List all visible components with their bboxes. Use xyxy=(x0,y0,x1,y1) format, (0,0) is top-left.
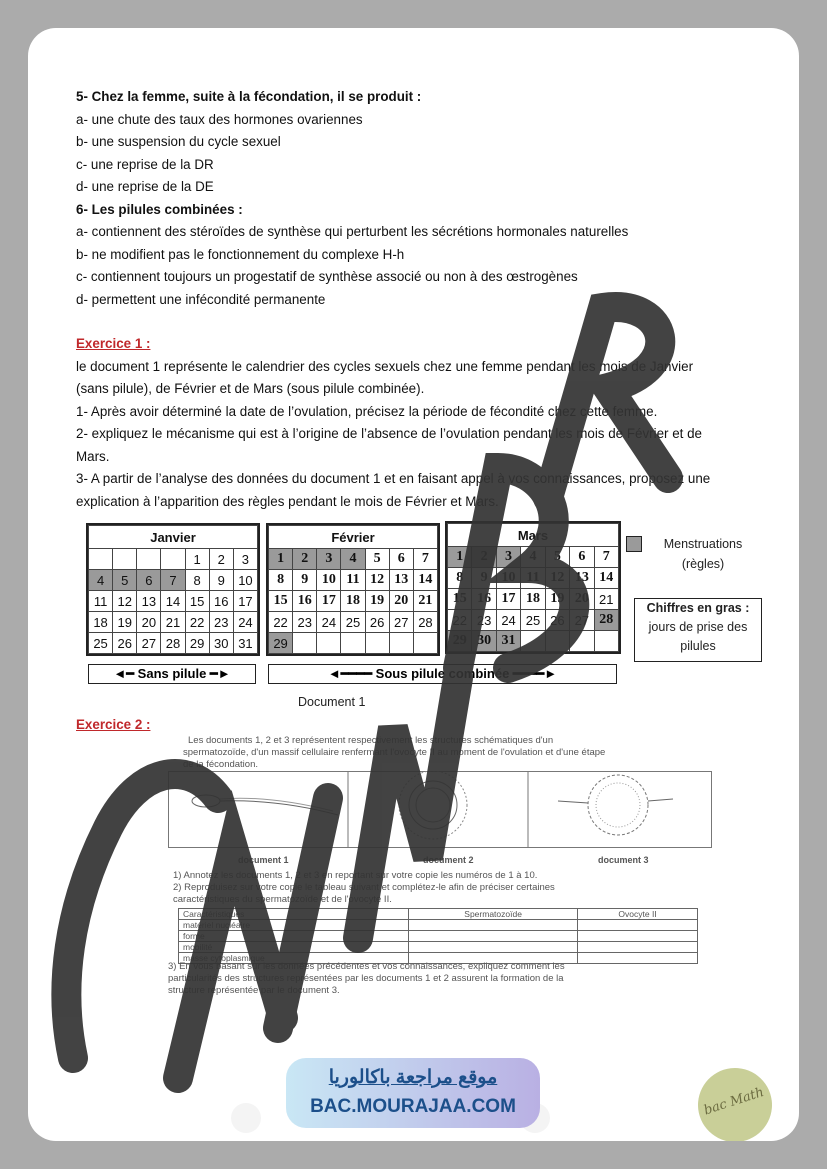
calendar-day: 13 xyxy=(137,591,161,612)
calendar-day: 22 xyxy=(448,610,472,631)
menstruation-legend xyxy=(648,534,758,574)
calendar-day: 22 xyxy=(269,612,293,633)
calendar-day: 19 xyxy=(545,589,569,610)
calendar-day: 14 xyxy=(161,591,185,612)
bold-days-legend-title: Chiffres en gras : xyxy=(646,601,750,615)
calendar-empty-cell xyxy=(594,631,618,652)
band-sans-pilule xyxy=(88,664,256,684)
calendar-day: 12 xyxy=(113,591,137,612)
calendar-day: 31 xyxy=(496,631,520,652)
document-page xyxy=(28,28,799,1141)
calendar-day: 23 xyxy=(209,612,233,633)
document-1-caption: Document 1 xyxy=(298,695,366,709)
calendar-day: 11 xyxy=(341,570,365,591)
calendar-day: 21 xyxy=(161,612,185,633)
question-5-option-b: b- une suspension du cycle sexuel xyxy=(76,134,281,149)
calendar-month-name: Janvier xyxy=(89,526,258,549)
exercice-2-q3-3: structure représentée par le document 3. xyxy=(168,985,340,996)
table-cell xyxy=(409,942,578,953)
bacmath-badge-text: bac Math xyxy=(702,1084,766,1119)
calendar-empty-cell xyxy=(413,633,437,654)
calendar-day: 5 xyxy=(545,547,569,568)
fecundation-diagram xyxy=(558,775,673,835)
calendar-day: 27 xyxy=(137,633,161,654)
bold-days-legend-line1: jours de prise des xyxy=(648,620,748,634)
calendar-day: 29 xyxy=(269,633,293,654)
calendar-week-row xyxy=(448,589,619,610)
exercice-2-q1: 1) Annotez les documents 1, 2 et 3 en reportant sur votre copie les numéros de 1 à 10. xyxy=(173,870,538,881)
calendar-day: 20 xyxy=(570,589,594,610)
exercice-1-q3-2: explication à l’apparition des règles pendant le mois de Février et Mars. xyxy=(76,493,499,509)
doc-label-3: document 3 xyxy=(598,855,649,865)
calendar-day: 18 xyxy=(341,591,365,612)
calendar-day: 11 xyxy=(521,568,545,589)
calendar-day: 1 xyxy=(269,549,293,570)
calendar-week-row xyxy=(269,612,438,633)
calendar-day: 2 xyxy=(472,547,496,568)
exercice-1-title: Exercice 1 : xyxy=(76,336,151,351)
footer-site-link[interactable]: BAC.MOURAJAA.COM xyxy=(310,1096,516,1117)
calendar-day: 18 xyxy=(521,589,545,610)
calendar-day: 12 xyxy=(365,570,389,591)
exercice-2-q3-1: 3) En vous basant sur les données précédentes et vos connaissances, expliquez comment les xyxy=(168,961,565,972)
calendar-day: 7 xyxy=(413,549,437,570)
band-left-arrow: ◄━ xyxy=(113,666,138,681)
footer-logo-left xyxy=(231,1103,261,1133)
calendar-day: 16 xyxy=(472,589,496,610)
calendar-day: 13 xyxy=(570,568,594,589)
calendar-day: 1 xyxy=(448,547,472,568)
question-5-title: 5- Chez la femme, suite à la fécondation, il se produit : xyxy=(76,89,422,104)
calendar-day: 9 xyxy=(472,568,496,589)
table-cell xyxy=(409,920,578,931)
calendar-day: 5 xyxy=(113,570,137,591)
calendar-day: 10 xyxy=(233,570,257,591)
calendar-empty-cell xyxy=(545,631,569,652)
calendar-day: 26 xyxy=(365,612,389,633)
characteristics-table-header xyxy=(179,909,698,920)
calendar-day: 14 xyxy=(413,570,437,591)
exercice-2-scan xyxy=(143,733,703,996)
exercice-2-q3-2: particularités des structures représentées par les documents 1 et 2 assurent la formation de la xyxy=(168,973,564,984)
table-row xyxy=(179,942,698,953)
calendar-month-name: Février xyxy=(269,526,438,549)
calendar-empty-cell xyxy=(113,549,137,570)
exercice-2-title: Exercice 2 : xyxy=(76,717,151,732)
question-6-option-c: c- contiennent toujours un progestatif de synthèse associé ou non à des œstrogènes xyxy=(76,269,578,284)
calendar-day: 6 xyxy=(389,549,413,570)
band-sans-pilule-label: Sans pilule xyxy=(137,666,207,681)
band-left-arrow-right: ━► xyxy=(206,666,231,681)
spermatozoid-diagram xyxy=(192,795,338,815)
calendar-day: 9 xyxy=(209,570,233,591)
calendar-empty-cell xyxy=(137,549,161,570)
question-5 xyxy=(76,86,766,311)
question-5-option-d: d- une reprise de la DE xyxy=(76,179,214,194)
calendar-day: 24 xyxy=(317,612,341,633)
calendar-day: 18 xyxy=(89,612,113,633)
question-6-option-a: a- contiennent des stéroïdes de synthèse qui perturbent les sécrétions hormonales naturelles xyxy=(76,224,629,239)
calendar-day: 8 xyxy=(269,570,293,591)
question-6-title: 6- Les pilules combinées : xyxy=(76,201,243,217)
calendar-day: 28 xyxy=(594,610,618,631)
calendar-mars xyxy=(445,521,621,654)
calendar-empty-cell xyxy=(161,549,185,570)
table-cell xyxy=(578,931,698,942)
calendar-day: 30 xyxy=(209,633,233,654)
calendar-day: 10 xyxy=(496,568,520,589)
table-row-label: mobilité xyxy=(179,942,409,953)
calendar-empty-cell xyxy=(317,633,341,654)
diagram-frame xyxy=(169,772,712,848)
oocyte-mass-diagram xyxy=(399,771,467,839)
exercice-2-q2-1: 2) Reproduisez sur votre copie le tableau suivant et complétez-le afin de préciser certaines xyxy=(173,882,555,893)
calendar-day: 5 xyxy=(365,549,389,570)
calendar-day: 25 xyxy=(521,610,545,631)
table-cell xyxy=(578,920,698,931)
calendar-week-row xyxy=(269,570,438,591)
exercice-1-q3-1: 3- A partir de l’analyse des données du document 1 et en faisant appel à vos connaissances, proposez une xyxy=(76,471,711,486)
calendar-day: 4 xyxy=(521,547,545,568)
exercice-1 xyxy=(76,333,766,513)
calendar-day: 28 xyxy=(413,612,437,633)
calendar-day: 22 xyxy=(185,612,209,633)
calendar-day: 29 xyxy=(185,633,209,654)
calendar-day: 30 xyxy=(472,631,496,652)
table-row-label: forme xyxy=(179,931,409,942)
exercice-1-q2-2: Mars. xyxy=(76,448,110,464)
exercice-2-line1: Les documents 1, 2 et 3 représentent respectivement les structures schématiques d'un xyxy=(188,735,554,746)
calendar-week-row xyxy=(269,633,438,654)
calendar-day: 2 xyxy=(209,549,233,570)
calendar-day: 24 xyxy=(233,612,257,633)
calendar-empty-cell xyxy=(293,633,317,654)
calendar-week-row xyxy=(269,591,438,612)
calendar-day: 8 xyxy=(448,568,472,589)
calendar-fevrier xyxy=(266,523,440,656)
band-sous-pilule xyxy=(268,664,617,684)
calendar-week-row xyxy=(269,549,438,570)
calendar-day: 20 xyxy=(137,612,161,633)
characteristics-table xyxy=(178,908,698,964)
menstruation-legend-swatch xyxy=(626,536,642,552)
calendar-empty-cell xyxy=(570,631,594,652)
calendar-day: 27 xyxy=(570,610,594,631)
calendar-empty-cell xyxy=(89,549,113,570)
calendar-day: 2 xyxy=(293,549,317,570)
calendar-day: 26 xyxy=(545,610,569,631)
footer-arabic-title: موقع مراجعة باكالوريا xyxy=(328,1067,498,1088)
calendar-week-row xyxy=(448,547,619,568)
calendar-day: 15 xyxy=(185,591,209,612)
calendar-day: 6 xyxy=(570,547,594,568)
calendar-day: 25 xyxy=(341,612,365,633)
table-cell xyxy=(578,953,698,964)
calendar-empty-cell xyxy=(365,633,389,654)
table-cell xyxy=(409,931,578,942)
calendar-day: 19 xyxy=(113,612,137,633)
calendar-day: 8 xyxy=(185,570,209,591)
table-row xyxy=(179,931,698,942)
table-header-cell: Caractéristiques xyxy=(179,909,409,920)
question-6-option-d: d- permettent une infécondité permanente xyxy=(76,291,326,307)
calendar-day: 3 xyxy=(496,547,520,568)
bacmath-badge xyxy=(688,1058,781,1141)
calendar-day: 4 xyxy=(89,570,113,591)
menstruation-legend-label: Menstruations xyxy=(663,537,743,551)
calendar-day: 16 xyxy=(293,591,317,612)
calendar-day: 15 xyxy=(269,591,293,612)
calendar-day: 7 xyxy=(594,547,618,568)
calendar-day: 3 xyxy=(233,549,257,570)
calendar-day: 29 xyxy=(448,631,472,652)
calendar-day: 21 xyxy=(594,589,618,610)
calendar-day: 26 xyxy=(113,633,137,654)
calendar-week-row xyxy=(448,568,619,589)
calendar-day: 1 xyxy=(185,549,209,570)
calendar-month-name: Mars xyxy=(448,524,619,547)
calendar-empty-cell xyxy=(389,633,413,654)
footer-banner[interactable] xyxy=(286,1058,540,1128)
doc-label-2: document 2 xyxy=(423,855,474,865)
calendar-day: 9 xyxy=(293,570,317,591)
question-6-option-b: b- ne modifient pas le fonctionnement du complexe H-h xyxy=(76,246,405,262)
calendar-day: 20 xyxy=(389,591,413,612)
exercice-2-q2-2: caractéristiques du spermatozoïde et de l'ovocyte II. xyxy=(173,894,392,905)
calendar-day: 31 xyxy=(233,633,257,654)
calendar-day: 15 xyxy=(448,589,472,610)
calendar-week-row xyxy=(448,631,619,652)
exercice-1-q2-1: 2- expliquez le mécanisme qui est à l’origine de l’absence de l’ovulation pendant les mois de Février et de xyxy=(76,426,702,441)
calendar-week-row xyxy=(448,610,619,631)
calendar-day: 7 xyxy=(161,570,185,591)
exercice-1-q1: 1- Après avoir déterminé la date de l’ovulation, précisez la période de fécondité chez cette femme. xyxy=(76,403,658,419)
question-5-option-a: a- une chute des taux des hormones ovariennes xyxy=(76,111,363,127)
question-5-option-c: c- une reprise de la DR xyxy=(76,156,214,172)
calendar-day: 23 xyxy=(472,610,496,631)
table-cell xyxy=(578,942,698,953)
calendar-day: 24 xyxy=(496,610,520,631)
calendar-week-row xyxy=(89,549,258,570)
calendar-day: 3 xyxy=(317,549,341,570)
calendar-day: 11 xyxy=(89,591,113,612)
calendar-day: 14 xyxy=(594,568,618,589)
calendar-day: 28 xyxy=(161,633,185,654)
calendar-day: 17 xyxy=(317,591,341,612)
calendar-empty-cell xyxy=(521,631,545,652)
bold-days-legend xyxy=(634,598,762,662)
calendar-day: 6 xyxy=(137,570,161,591)
band-right-arrow: ━━━━► xyxy=(509,666,558,681)
band-sous-pilule-label: Sous pilule combinée xyxy=(375,666,510,681)
menstruation-legend-sub: (règles) xyxy=(681,557,725,571)
calendar-day: 13 xyxy=(389,570,413,591)
calendar-day: 17 xyxy=(233,591,257,612)
table-header-cell: Spermatozoïde xyxy=(409,909,578,920)
calendar-week-row xyxy=(89,633,258,654)
calendar-week-row xyxy=(89,570,258,591)
calendar-week-row xyxy=(89,612,258,633)
exercice-2-line3: de la fécondation. xyxy=(183,759,259,770)
calendar-day: 10 xyxy=(317,570,341,591)
bold-days-legend-line2: pilules xyxy=(680,639,716,653)
exercice-1-intro-2: (sans pilule), de Février et de Mars (sous pilule combinée). xyxy=(76,381,425,396)
calendar-day: 27 xyxy=(389,612,413,633)
calendar-day: 25 xyxy=(89,633,113,654)
calendar-week-row xyxy=(89,591,258,612)
table-row-label: masse cytoplasmique xyxy=(179,953,409,964)
calendar-day: 16 xyxy=(209,591,233,612)
exercice-1-intro-1: le document 1 représente le calendrier des cycles sexuels chez une femme pendant les mois de Janvier xyxy=(76,358,694,374)
table-row-label: matériel nucléaire xyxy=(179,920,409,931)
calendar-day: 17 xyxy=(496,589,520,610)
calendar-day: 12 xyxy=(545,568,569,589)
calendar-empty-cell xyxy=(341,633,365,654)
table-header-cell: Ovocyte II xyxy=(578,909,698,920)
calendar-day: 19 xyxy=(365,591,389,612)
band-right-arrow-left: ◄━━━━ xyxy=(327,666,376,681)
exercice-2-line2: spermatozoïde, d'un massif cellulaire renfermant l'ovocyte II au moment de l'ovulation et d'une étape xyxy=(183,747,606,758)
table-row xyxy=(179,920,698,931)
calendar-day: 21 xyxy=(413,591,437,612)
calendar-day: 4 xyxy=(341,549,365,570)
gamete-diagrams xyxy=(168,771,713,851)
calendar-day: 23 xyxy=(293,612,317,633)
doc-label-1: document 1 xyxy=(238,855,289,865)
calendar-janvier xyxy=(86,523,260,656)
